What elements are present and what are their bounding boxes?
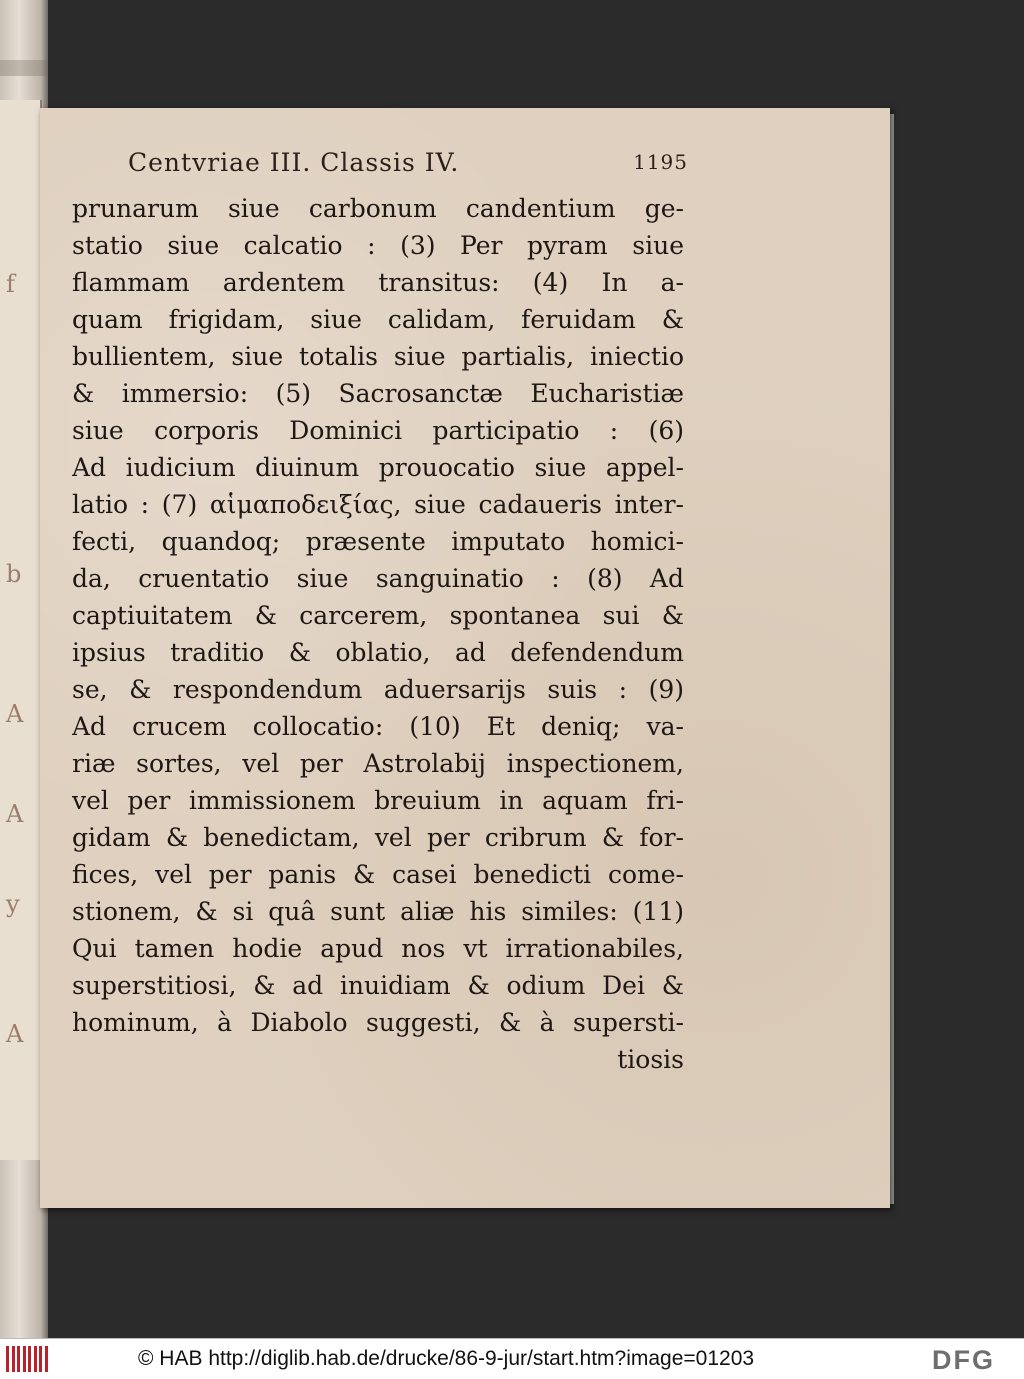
folio-number: 1195 (633, 150, 688, 174)
hab-barcode-logo (6, 1346, 48, 1372)
prev-page-glyph: y (6, 890, 20, 918)
text-line: da, cruentatio siue sanguinatio : (8) Ad (72, 564, 684, 593)
text-line: fices, vel per panis & casei benedicti come- (72, 860, 684, 889)
text-line: latio : (7) αἱμαποδειξίας, siue cadaueris inter- (72, 490, 684, 519)
text-line: superstitiosi, & ad inuidiam & odium Dei & (72, 971, 684, 1000)
copyright-url-text: © HAB http://diglib.hab.de/drucke/86-9-jur/start.htm?image=01203 (138, 1347, 755, 1370)
text-line: bullientem, siue totalis siue partialis, iniectio (72, 342, 684, 371)
text-line: quam frigidam, siue calidam, feruidam & (72, 305, 684, 334)
text-line: ipsius traditio & oblatio, ad defendendum (72, 638, 684, 667)
previous-page-sliver (0, 100, 42, 1160)
text-line: Qui tamen hodie apud nos vt irrationabiles, (72, 934, 684, 963)
dfg-logo: DFG (932, 1345, 995, 1375)
footer-bar (0, 1338, 1024, 1379)
prev-page-glyph: A (6, 800, 24, 828)
text-line: stionem, & si quâ sunt aliæ his similes: (11) (72, 897, 684, 926)
text-line: hominum, à Diabolo suggesti, & à supersti- (72, 1008, 684, 1037)
text-line: vel per immissionem breuium in aquam fri- (72, 786, 684, 815)
running-head (128, 148, 688, 182)
text-line: se, & respondendum aduersarijs suis : (9) (72, 675, 684, 704)
text-line: siue corporis Dominici participatio : (6) (72, 416, 684, 445)
text-line: riæ sortes, vel per Astrolabij inspectionem, (72, 749, 684, 778)
prev-page-glyph: b (6, 560, 22, 588)
text-line: captiuitatem & carcerem, spontanea sui & (72, 601, 684, 630)
text-line: gidam & benedictam, vel per cribrum & for- (72, 823, 684, 852)
prev-page-glyph: A (6, 700, 24, 728)
text-line: statio siue calcatio : (3) Per pyram siue (72, 231, 684, 260)
catchword: tiosis (617, 1045, 684, 1074)
prev-page-glyph: f (6, 270, 15, 298)
prev-page-glyph: A (6, 1020, 24, 1048)
text-line: Ad iudicium diuinum prouocatio siue appel- (72, 453, 684, 482)
text-line: Ad crucem collocatio: (10) Et deniq; va- (72, 712, 684, 741)
running-head-title: Centvriae III. Classis IV. (128, 148, 460, 177)
text-line: flammam ardentem transitus: (4) In a- (72, 268, 684, 297)
text-line: fecti, quandoq; præsente imputato homici- (72, 527, 684, 556)
text-block (72, 190, 684, 1080)
text-line: & immersio: (5) Sacrosanctæ Eucharistiæ (72, 379, 684, 408)
text-line: prunarum siue carbonum candentium ge- (72, 194, 684, 223)
